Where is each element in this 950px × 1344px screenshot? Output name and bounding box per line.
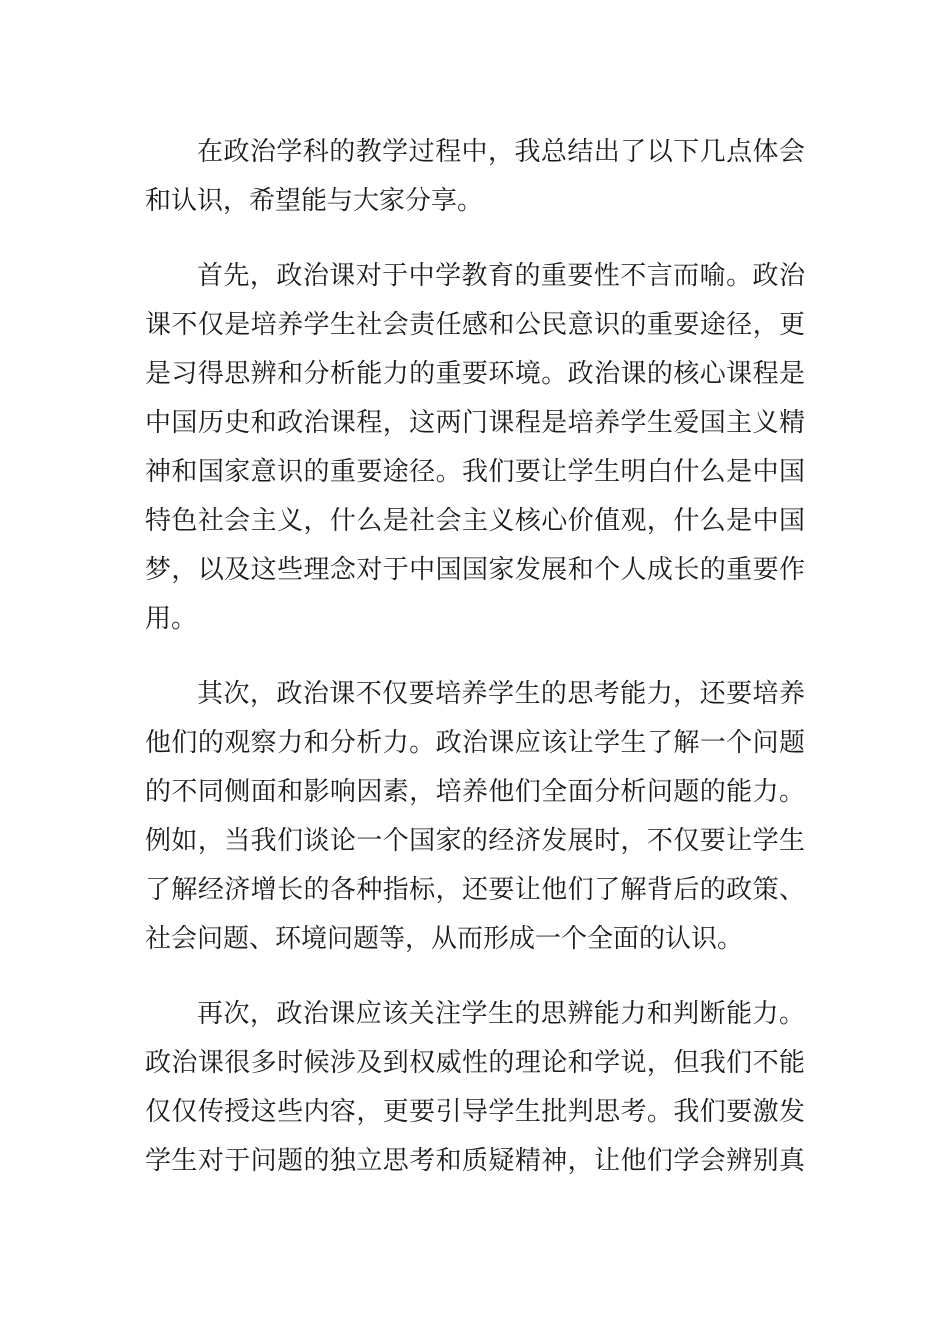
paragraph-4-line-4: 学生对于问题的独立思考和质疑精神，让他们学会辨别真 [145,1146,805,1176]
paragraph-4-line-2: 政治课很多时候涉及到权威性的理论和学说，但我们不能 [145,1048,805,1078]
paragraph-2-line-6: 特色社会主义，什么是社会主义核心价值观，什么是中国 [145,506,805,536]
paragraph-1-line-2: 和认识，希望能与大家分享。 [145,186,484,216]
paragraph-3-line-6: 社会问题、环境问题等，从而形成一个全面的认识。 [145,924,744,954]
paragraph-4-line-1: 再次，政治课应该关注学生的思辨能力和判断能力。 [197,999,805,1029]
paragraph-2-line-4: 中国历史和政治课程，这两门课程是培养学生爱国主义精 [145,408,805,438]
paragraph-2-line-3: 是习得思辨和分析能力的重要环境。政治课的核心课程是 [145,359,805,389]
paragraph-2-line-2: 课不仅是培养学生社会责任感和公民意识的重要途径，更 [145,310,805,340]
paragraph-2-line-7: 梦，以及这些理念对于中国国家发展和个人成长的重要作 [145,555,805,585]
paragraph-3-line-2: 他们的观察力和分析力。政治课应该让学生了解一个问题 [145,728,805,758]
paragraph-2-line-5: 神和国家意识的重要途径。我们要让学生明白什么是中国 [145,457,805,487]
paragraph-3-line-4: 例如，当我们谈论一个国家的经济发展时，不仅要让学生 [145,826,805,856]
paragraph-3-line-3: 的不同侧面和影响因素，培养他们全面分析问题的能力。 [145,777,805,807]
paragraph-4-line-3: 仅仅传授这些内容，更要引导学生批判思考。我们要激发 [145,1097,805,1127]
paragraph-1-line-1: 在政治学科的教学过程中，我总结出了以下几点体会 [197,137,805,167]
paragraph-3-line-1: 其次，政治课不仅要培养学生的思考能力，还要培养 [197,679,805,709]
paragraph-2-line-8: 用。 [145,604,198,634]
paragraph-3-line-5: 了解经济增长的各种指标，还要让他们了解背后的政策、 [145,875,805,905]
paragraph-2-line-1: 首先，政治课对于中学教育的重要性不言而喻。政治 [197,261,805,291]
